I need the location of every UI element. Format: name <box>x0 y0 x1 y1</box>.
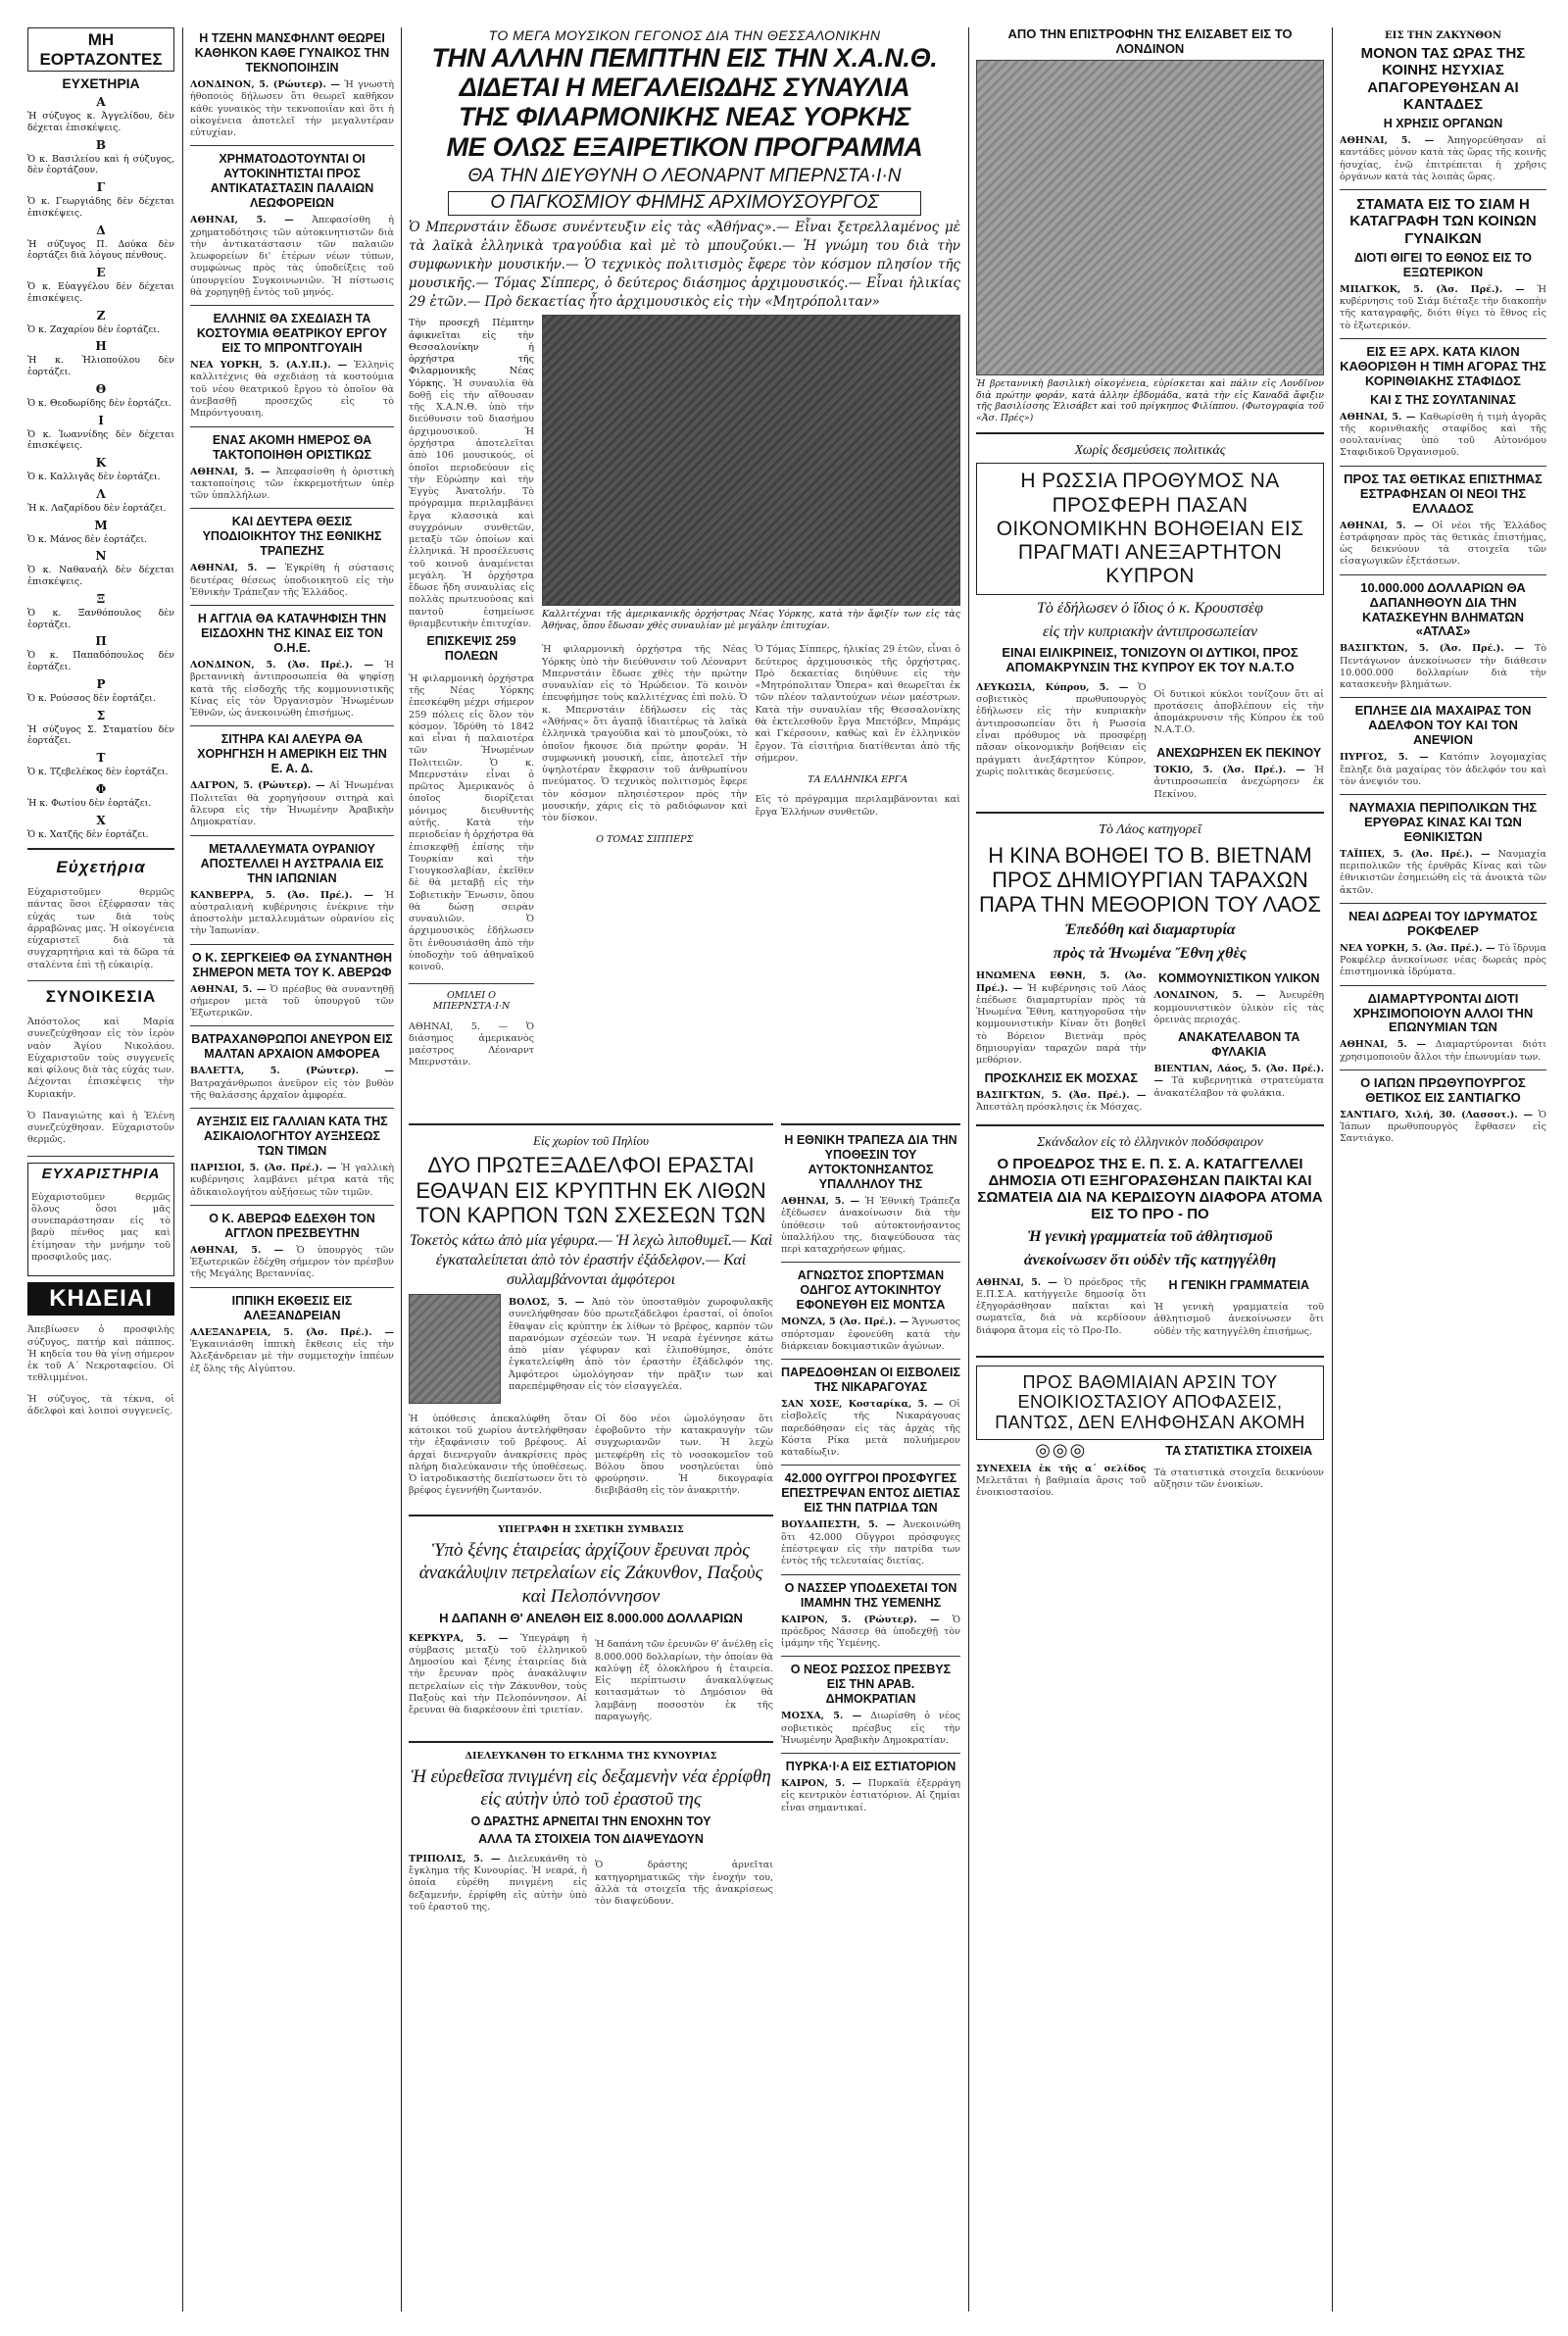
article-text: Ὁ πρέσβυς θὰ συναντηθῇ σήμερον μετὰ τοῦ ὑπουργοῦ τῶν Ἐξωτερικῶν. <box>190 983 394 1019</box>
dateline: ΚΑΝΒΕΡΡΑ, 5. (Ἀσ. Πρέ.). — <box>190 889 373 901</box>
dateline: ΒΑΣΙΓΚΤΩΝ, 5. (Ἀσ. Πρέ.). — <box>976 1089 1147 1101</box>
plion-photo <box>409 1294 501 1404</box>
greetings-letter: Τ <box>96 751 106 766</box>
article-text: Ἀπεστάλη πρόσκλησις ἐκ Μόσχας. <box>976 1101 1143 1113</box>
dateline: ΛΟΝΔΙΝΟΝ, 5. (Ρώυτερ). — <box>190 79 341 90</box>
dateline: ΒΑΣΙΓΚΤΩΝ, 5. (Ἀσ. Πρέ.). — <box>1340 643 1525 655</box>
dateline: ΑΘΗΝΑΙ, 5. — <box>190 215 294 226</box>
dateline: ΑΘΗΝΑΙ, 5. — <box>976 1276 1057 1288</box>
article-text: Διαμαρτύρονται διότι χρησιμοποιοῦν ἄλλοι τὴν ἐπωνυμίαν των. <box>1340 1039 1546 1063</box>
dateline: ΑΘΗΝΑΙ, 5. — <box>1340 135 1435 146</box>
brief-headline: ΣΙΤΗΡΑ ΚΑΙ ΑΛΕΥΡΑ ΘΑ ΧΟΡΗΓΗΣΗ Η ΑΜΕΡΙΚΗ ΕΙΣ ΤΗΝ Ε. Α. Δ. <box>197 732 387 776</box>
article-text: Ἡ γαλλικὴ κυβέρνησις λαμβάνει μέτρα κατὰ τῆς ἀδικαιολογήτου αὐξήσεως τῶν τιμῶν. <box>190 1163 394 1198</box>
article-text: Ἐγκρίθη ἡ σύστασις δευτέρας θέσεως ὑποδιοικητοῦ εἰς τὴν Ἐθνικὴν Τράπεζαν τῆς Ἑλλάδος. <box>190 563 394 598</box>
article-text: Ἀπὸ τὸν ὑποσταθμὸν χωροφυλακῆς συνελήφθησαν δύο πρωτεξάδελφοι ἐρασταί, οἱ ὁποῖοι ἔθαψαν εἰς κρύπτην ἐκ λίθων τὸ βρέφος, καρπὸν τῶν παρανόμων σχέσεών των. Ἡ νεαρὰ ἐγέννησε κάτω ἀπὸ μίαν γέφυραν καὶ ἐλιποθύμησε, ὁπότε ἐγκατελείφθη ἀπὸ τὸν ἐραστὴν ἐξάδελφόν της. Ἀμφότεροι ὡμολόγησαν τὴν πρᾶξιν των καὶ παρεπέμφθησαν εἰς τὸν εἰσαγγελέα. <box>509 1297 773 1392</box>
greetings-entry: Ὁ κ. Ρούσσος δὲν ἑορτάζει. <box>27 692 156 704</box>
greetings-letter: Β <box>95 137 107 152</box>
lead-headline-line: ΤΗΣ ΦΙΛΑΡΜΟΝΙΚΗΣ ΝΕΑΣ ΥΟΡΚΗΣ <box>458 102 911 132</box>
brief-headline: ΚΑΙ ΔΕΥΤΕΡΑ ΘΕΣΙΣ ΥΠΟΔΙΟΙΚΗΤΟΥ ΤΗΣ ΕΘΝΙΚΗΣ ΤΡΑΠΕΖΗΣ <box>202 515 382 559</box>
ad-text: Εὐχαριστοῦμεν θερμῶς πάντας ὅσοι ἐξέφρασαν τὰς εὐχάς των διὰ τοὺς ἀρραβῶνας μας. Ἡ οἰκογένεια εὐχαριστεῖ διὰ τὰ συγχαρητήρια καὶ τὰ δῶρα τὰ σταλέντα ἐπὶ τῇ εὐκαιρίᾳ. <box>27 887 174 970</box>
brief-subhead: ΔΙΟΤΙ ΘΙΓΕΙ ΤΟ ΕΘΝΟΣ ΕΙΣ ΤΟ ΕΞΩΤΕΡΙΚΟΝ <box>1353 250 1533 279</box>
greetings-entry: Ὁ κ. Ζαχαρίου δὲν ἑορτάζει. <box>27 323 160 335</box>
article-text: Ἡ φιλαρμονικὴ ὀρχήστρα τῆς Νέας Υόρκης ὑπὸ τὴν διεύθυνσιν τοῦ Λέοναρντ Μπερνστάιν ἔδωσε χθὲς τὴν πρώτην συναυλίαν εἰς τὸ Ἡρώδειον. Τὸ κοινὸν ἐπευφήμησε τοὺς καλλιτέχνας ἐπὶ πολύ. Ὁ κ. Μπερνστάιν ἐδήλωσεν εἰς τὰς «Ἀθήνας» ὅτι ἀγαπᾷ ἰδιαιτέρως τὰ λαϊκὰ ἑλληνικὰ τραγούδια καὶ τὸ μπουζούκι, τὸ ὁποῖον ἤκουσε διὰ πρώτην φοράν. Ἡ συμφωνικὴ μουσική, εἶπε, ἀποτελεῖ τὴν ὑψηλοτέραν ἔκφρασιν τοῦ ἀνθρωπίνου πνεύματος. Ὁ τεχνικὸς πολιτισμὸς ἔφερε τὸν κόσμον πλησιέστερον πρὸς τὴν μουσικήν, χάρις εἰς τὸ ραδιόφωνον καὶ τὸν δίσκον. <box>542 644 748 824</box>
article-text: Ἡ βρεταννικὴ ἀντιπροσωπεία θὰ ψηφίσῃ κατὰ τῆς εἰσδοχῆς τῆς κομμουνιστικῆς Κίνας εἰς τὸν Ὀργανισμὸν Ἡνωμένων Ἐθνῶν, ὡς ἀνεκοινώθη ἐπισήμως. <box>190 660 394 720</box>
greetings-entry: Ὁ κ. Παπαδόπουλος δὲν ἑορτάζει. <box>27 650 174 673</box>
greetings-title: ΜΗ ΕΟΡΤΑΖΟΝΤΕΣ <box>39 30 163 69</box>
article-text: Ὁ ὑπουργὸς τῶν Ἐξωτερικῶν ἐδέχθη σήμερον τὸν πρέσβυν τῆς Μεγάλης Βρεταννίας. <box>190 1244 394 1280</box>
dateline: ΚΕΡΚΥΡΑ, 5. — <box>409 1632 509 1644</box>
dateline: ΒΟΥΔΑΠΕΣΤΗ, 5. — <box>781 1519 896 1531</box>
brief-headline: ΕΙΣ ΕΞ ΑΡΧ. ΚΑΤΑ ΚΙΛΟΝ ΚΑΘΟΡΙΣΘΗ Η ΤΙΜΗ ΑΓΟΡΑΣ ΤΗΣ ΚΟΡΙΝΘΙΑΚΗΣ ΣΤΑΦΙΔΟΣ <box>1340 343 1546 388</box>
article-text: Ἀνευρέθη κομμουνιστικὸν ὑλικὸν εἰς τὰς ὀρεινὰς περιοχάς. <box>1153 990 1324 1025</box>
dateline: ΤΡΙΠΟΛΙΣ, 5. — <box>409 1853 501 1864</box>
royal-family-photo <box>976 60 1324 375</box>
dateline: ΑΘΗΝΑΙ, 5. — <box>190 983 267 995</box>
article-text: Τὸ ἵδρυμα Ροκφέλερ ἀνεκοίνωσε νέας δωρεὰς πρὸς ἐπιστημονικὰ ἱδρύματα. <box>1340 942 1546 978</box>
greetings-entry: Ὁ κ. Θεοδωρίδης δὲν ἑορτάζει. <box>27 397 172 409</box>
article-text: Ναυμαχία περιπολικῶν τῆς ἐρυθρᾶς Κίνας καὶ τῶν ἐθνικιστῶν ἐσημειώθη εἰς τὰ ἀνοικτὰ τῶν ἀκτῶν. <box>1340 848 1546 896</box>
laos-headline: Η ΚΙΝΑ ΒΟΗΘΕΙ ΤΟ Β. ΒΙΕΤΝΑΜ ΠΡΟΣ ΔΗΜΙΟΥΡΓΙΑΝ ΤΑΡΑΧΩΝ ΠΑΡΑ ΤΗΝ ΜΕΘΟΡΙΟΝ ΤΟΥ ΛΑΟΣ <box>978 842 1322 918</box>
greetings-entry: Ὁ κ. Ξανθόπουλος δὲν ἑορτάζει. <box>27 607 174 630</box>
dateline: ΚΑΙΡΟΝ, 5. (Ρώυτερ). — <box>781 1614 940 1625</box>
dateline: ΝΕΑ ΥΟΡΚΗ, 5. (Ἀσ. Πρέ.). — <box>1340 942 1495 954</box>
greetings-subtitle: ΕΥΧΕΤΗΡΙΑ <box>62 75 140 92</box>
dateline: ΠΑΡΙΣΙΟΙ, 5. (Ἀσ. Πρέ.). — <box>190 1163 337 1174</box>
article-text: Ἡ γνωστὴ ἠθοποιὸς δήλωσεν ὅτι θεωρεῖ καθῆκον κάθε γυναικὸς τὴν τεκνοποιΐαν καὶ ὅτι ἡ οἰκογένεια ἀποτελεῖ τὴν μεγαλυτέραν εὐτυχίαν. <box>190 79 394 139</box>
article-text: Ἡ δαπάνη τῶν ἐρευνῶν θ' ἀνέλθῃ εἰς 8.000.000 δολλαρίων, τὴν ὁποίαν θὰ καλύψῃ ἐξ ὁλοκλήρου ἡ ἑταιρεία. Εἰς περίπτωσιν ἀνακαλύψεως κοιτασμάτων τὸ Δημόσιον θὰ λαμβάνῃ ποσοστὸν ἐκ τῆς παραγωγῆς. <box>595 1639 773 1722</box>
brief-headline: ΝΑΥΜΑΧΙΑ ΠΕΡΙΠΟΛΙΚΩΝ ΤΗΣ ΕΡΥΘΡΑΣ ΚΙΝΑΣ ΚΑΙ ΤΩΝ ΕΘΝΙΚΙΣΤΩΝ <box>1348 800 1538 844</box>
greetings-entry: Ἡ κ. Φωτίου δὲν ἑορτάζει. <box>27 797 152 809</box>
article-text: Τὸ Πεντάγωνον ἀνεκοίνωσεν τὴν διάθεσιν 10.000.000 δολλαρίων διὰ τὴν κατασκευὴν βλημάτων. <box>1340 643 1546 691</box>
football-headline: Ο ΠΡΟΕΔΡΟΣ ΤΗΣ Ε. Π. Σ. Α. ΚΑΤΑΓΓΕΛΛΕΙ ΔΗΜΟΣΙΑ ΟΤΙ ΕΞΗΓΟΡΑΣΘΗΣΑΝ ΠΑΙΚΤΑΙ ΚΑΙ ΣΩΜΑΤΕΙΑ ΔΙΑ ΝΑ ΚΕΡΔΙΣΟΥΝ ΔΙΑΦΟΡΑ ΑΤΟΜΑ ΕΙΣ ΤΟ ΠΡΟ - ΠΟ <box>977 1155 1323 1223</box>
article-text: Βατραχάνθρωποι ἀνεῦρον εἰς τὸν βυθὸν τῆς θαλάσσης ἀρχαῖον ἀμφορέα. <box>190 1077 394 1101</box>
greetings-letter: Γ <box>96 180 106 195</box>
greetings-entry: Ὁ κ. Γεωργιάδης δὲν δέχεται ἐπισκέψεις. <box>27 196 174 219</box>
article-text: Ὑπεγράφη ἡ σύμβασις μεταξὺ τοῦ ἑλληνικοῦ Δημοσίου καὶ ξένης ἑταιρείας διὰ τὴν ἔρευναν πρὸς ἀνακάλυψιν πετρελαίων εἰς τὴν Ζάκυνθον, τοὺς Παξοὺς καὶ τὴν Πελοπόννησον. Αἱ ἔρευναι θὰ διαρκέσουν ἐπὶ τριετίαν. <box>409 1632 587 1716</box>
brief-headline: ΕΠΛΗΞΕ ΔΙΑ ΜΑΧΑΙΡΑΣ ΤΟΝ ΑΔΕΛΦΟΝ ΤΟΥ ΚΑΙ ΤΟΝ ΑΝΕΨΙΟΝ <box>1354 703 1532 748</box>
article-text: Ἡ κυβέρνησις τοῦ Σιάμ διέταξε τὴν διακοπὴν τῆς καταγραφῆς, διότι θίγει τὸ ἔθνος εἰς τὸ ἐξωτερικόν. <box>1340 283 1546 331</box>
dateline: ΜΟΝΖΑ, 5 (Ἀσ. Πρέ.). — <box>781 1317 909 1328</box>
brief-kicker: ΕΙΣ ΤΗΝ ΖΑΚΥΝΘΟΝ <box>1385 30 1501 41</box>
greetings-entry: Ἡ κ. Λαζαρίδου δὲν ἑορτάζει. <box>27 502 167 514</box>
dateline: ΑΘΗΝΑΙ, 5. — <box>1340 520 1424 531</box>
lead-section-head: ΕΠΙΣΚΕΨΙΣ 259 ΠΟΛΕΩΝ <box>426 634 516 664</box>
football-subhead: Ἡ γενικὴ γραμματεία τοῦ ἀθλητισμοῦ <box>1027 1227 1273 1245</box>
article-text: Ἡ Ἐθνικὴ Τράπεζα ἐξέδωσεν ἀνακοίνωσιν διὰ τὴν ὑπόθεσιν τοῦ αὐτοκτονήσαντος ὑπαλλήλου της, διαψεύδουσα τὰς περὶ καταχρήσεων φήμας. <box>781 1196 960 1256</box>
greetings-letter: Ν <box>95 549 107 564</box>
greetings-list <box>27 95 174 840</box>
cyprus-kicker: Χωρὶς δεσμεύσεις πολιτικάς <box>1074 442 1226 458</box>
article-text: Ἡ συναυλία θὰ δοθῇ εἰς τὴν αἴθουσαν τῆς Χ.Α.Ν.Θ. ὑπὸ τὴν διεύθυνσιν τοῦ διασήμου ἀρχιμουσικοῦ. Ἡ ὀρχήστρα ἀποτελεῖται ἀπὸ 106 μουσικούς, οἱ ὁποῖοι περιοδεύουν εἰς τὴν Εὐρώπην καὶ τὴν Ἐγγὺς Ἀνατολήν. Τὸ πρόγραμμα περιλαμβάνει ἔργα κλασσικὰ καὶ συγχρόνων συνθετῶν, μεταξὺ τῶν ὁποίων καὶ ἑλληνικά. Ἡ προσέλευσις τοῦ κοινοῦ ἀναμένεται μεγάλη. Ἡ ὀρχήστρα ἔδωσε ἤδη συναυλίας εἰς πολλὰς πρωτευούσας καὶ παντοῦ ἐσημείωσε θριαμβευτικὴν ἐπιτυχίαν. <box>409 377 534 629</box>
continuation-label: ΣΥΝΕΧΕΙΑ ἐκ τῆς α΄ σελίδος <box>976 1463 1147 1474</box>
article-text: Διωρίσθη ὁ νέος σοβιετικὸς πρέσβυς εἰς τὴν Ἡνωμένην Ἀραβικὴν Δημοκρατίαν. <box>781 1711 960 1746</box>
brief-subhead: Η ΧΡΗΣΙΣ ΟΡΓΑΝΩΝ <box>1383 117 1503 130</box>
brief-headline: Η ΤΖΕΗΝ ΜΑΝΣΦΗΛΝΤ ΘΕΩΡΕΙ ΚΑΘΗΚΟΝ ΚΑΘΕ ΓΥΝΑΙΚΟΣ ΤΗΝ ΤΕΚΝΟΠΟΙΗΣΙΝ <box>194 31 390 75</box>
ad-euchetiria: Εὐχετήρια <box>56 858 146 877</box>
dateline: ΑΘΗΝΑΙ, 5. — <box>190 563 276 574</box>
lead-caption-label: ΟΜΙΛΕΙ Ο ΜΠΕΡΝΣΤΑ·Ι·Ν <box>432 990 511 1013</box>
article-text: Ὁ πρόεδρος Νάσσερ θὰ ὑποδεχθῇ τὸν ἰμάμην τῆς Ὑεμένης. <box>781 1614 960 1650</box>
brief-headline: ΑΓΝΩΣΤΟΣ ΣΠΟΡΤΣΜΑΝ ΟΔΗΓΟΣ ΑΥΤΟΚΙΝΗΤΟΥ ΕΦΟΝΕΥΘΗ ΕΙΣ ΜΟΝΤΣΑ <box>796 1268 946 1313</box>
lead-caption-label: Ο ΤΟΜΑΣ ΣΙΠΠΕΡΣ <box>596 833 694 845</box>
greetings-letter: Ξ <box>96 591 106 606</box>
brief-headline: ΙΠΠΙΚΗ ΕΚΘΕΣΙΣ ΕΙΣ ΑΛΕΞΑΝΔΡΕΙΑΝ <box>231 1293 353 1322</box>
article-text: Μελετᾶται ἡ βαθμιαία ἄρσις τοῦ ἐνοικιοστασίου. <box>976 1474 1147 1499</box>
greetings-entry: Ὁ κ. Μάνος δὲν ἑορτάζει. <box>27 533 148 545</box>
brief-headline: 10.000.000 ΔΟΛΛΑΡΙΩΝ ΘΑ ΔΑΠΑΝΗΘΟΥΝ ΔΙΑ ΤΗΝ ΚΑΤΑΣΚΕΥΗΝ ΒΛΗΜΑΤΩΝ «ΑΤΛΑΣ» <box>1360 579 1526 639</box>
brief-headline: Ο ΝΑΣΣΕΡ ΥΠΟΔΕΧΕΤΑΙ ΤΟΝ ΙΜΑΜΗΝ ΤΗΣ ΥΕΜΕΝΗΣ <box>784 1580 957 1610</box>
article-text: Ἀπεφασίσθη ἡ χρηματοδότησις τῶν αὐτοκινητιστῶν διὰ τὴν ἀντικατάστασιν τῶν παλαιῶν λεωφορείων δι' ἑτέρων νέων τύπων, συμφώνως πρὸς τὰς ὑποδείξεις τοῦ ὑπουργείου Συγκοινωνιῶν. Ἡ πίστωσις θὰ χορηγηθῇ ἐντὸς τοῦ μηνός. <box>190 215 394 298</box>
dateline: ΛΟΝΔΙΝΟΝ, 5. (Ἀσ. Πρέ.). — <box>190 660 374 671</box>
greetings-header <box>27 27 174 72</box>
kynouria-subhead: Ο ΔΡΑΣΤΗΣ ΑΡΝΕΙΤΑΙ ΤΗΝ ΕΝΟΧΗΝ ΤΟΥ <box>470 1814 711 1829</box>
ad-text: Ὁ Παναγιώτης καὶ ἡ Ἑλένη συνεζεύχθησαν. Εὐχαριστοῦν θερμῶς. <box>27 1110 174 1146</box>
lead-subhead-boxed: Ο ΠΑΓΚΟΣΜΙΟΥ ΦΗΜΗΣ ΑΡΧΙΜΟΥΣΟΥΡΓΟΣ <box>490 191 879 213</box>
lower-center-stories <box>409 1123 773 2311</box>
cyprus-headline: Η ΡΩΣΣΙΑ ΠΡΟΘΥΜΟΣ ΝΑ ΠΡΟΣΦΕΡΗ ΠΑΣΑΝ ΟΙΚΟΝΟΜΙΚΗΝ ΒΟΗΘΕΙΑΝ ΕΙΣ ΠΡΑΓΜΑΤΙ ΑΝΕΞΑΡΤΗΤΟΝ ΚΥΠΡΟΝ <box>996 470 1304 587</box>
football-subhead: ἀνεκοίνωσεν ὅτι οὐδὲν τῆς κατηγγέλθη <box>1023 1251 1277 1268</box>
greetings-letter: Ε <box>96 266 106 280</box>
column-right-briefs <box>1340 27 1546 2311</box>
dateline: ΑΛΕΞΑΝΔΡΕΙΑ, 5. (Ἀσ. Πρέ.). — <box>190 1326 394 1338</box>
greetings-letter: Φ <box>95 781 107 796</box>
greetings-entry: Ἡ σύζυγος κ. Ἀγγελίδου, δὲν δέχεται ἐπισκέψεις. <box>27 111 174 133</box>
football-kicker: Σκάνδαλον εἰς τὸ ἑλληνικὸν ποδόσφαιρον <box>1037 1135 1263 1151</box>
brief-headline: ΠΡΟΣ ΤΑΣ ΘΕΤΙΚΑΣ ΕΠΙΣΤΗΜΑΣ ΕΣΤΡΑΦΗΣΑΝ ΟΙ ΝΕΟΙ ΤΗΣ ΕΛΛΑΔΟΣ <box>1344 471 1543 516</box>
laos-kicker: Τὸ Λάος κατηγορεῖ <box>1099 822 1201 837</box>
section-head: ΚΟΜΜΟΥΝΙΣΤΙΚΟΝ ΥΛΙΚΟΝ <box>1158 971 1320 986</box>
ad-text: Ἀπόστολος καὶ Μαρία συνεζεύχθησαν εἰς τὸν ἱερὸν ναὸν Ἁγίου Νικολάου. Εὐχαριστοῦν τοὺς συγγενεῖς καὶ φίλους διὰ τὰς εὐχάς των. Δέχονται ἐπισκέψεις τὴν Κυριακήν. <box>27 1017 174 1100</box>
greetings-entry: Ἡ σύζυγος Σ. Σταματίου δὲν ἑορτάζει. <box>27 723 174 747</box>
dateline: ΝΕΑ ΥΟΡΚΗ, 5. (Α.Υ.Π.). — <box>190 360 348 372</box>
greetings-letter: Α <box>96 95 106 110</box>
brief-headline: ΑΥΞΗΣΙΣ ΕΙΣ ΓΑΛΛΙΑΝ ΚΑΤΑ ΤΗΣ ΑΣΙΚΑΙΟΛΟΓΗΤΟΥ ΑΥΞΗΣΕΩΣ ΤΩΝ ΤΙΜΩΝ <box>196 1115 388 1159</box>
brief-headline: Ο ΝΕΟΣ ΡΩΣΣΟΣ ΠΡΕΣΒΥΣ ΕΙΣ ΤΗΝ ΑΡΑΒ. ΔΗΜΟΚΡΑΤΙΑΝ <box>790 1663 952 1707</box>
greetings-entry: Ἡ κ. Ἠλιοπούλου δὲν ἑορτάζει. <box>27 355 174 378</box>
dateline: ΑΘΗΝΑΙ, 5. — <box>781 1196 860 1207</box>
brief-headline: ΠΑΡΕΔΟΘΗΣΑΝ ΟΙ ΕΙΣΒΟΛΕΙΣ ΤΗΣ ΝΙΚΑΡΑΓΟΥΑΣ <box>781 1366 960 1395</box>
brief-headline: Η ΕΘΝΙΚΗ ΤΡΑΠΕΖΑ ΔΙΑ ΤΗΝ ΥΠΟΘΕΣΙΝ ΤΟΥ ΑΥΤΟΚΤΟΝΗΣΑΝΤΟΣ ΥΠΑΛΛΗΛΟΥ ΤΗΣ <box>784 1133 957 1191</box>
ornament: ◎◎◎ <box>1035 1439 1088 1461</box>
brief-headline: ΔΙΑΜΑΡΤΥΡΟΝΤΑΙ ΔΙΟΤΙ ΧΡΗΣΙΜΟΠΟΙΟΥΝ ΑΛΛΟΙ ΤΗΝ ΕΠΩΝΥΜΙΑΝ ΤΩΝ <box>1352 990 1534 1035</box>
photo-caption: Καλλιτέχναι τῆς ἀμερικανικῆς ὀρχήστρας Νέας Υόρκης, κατὰ τὴν ἄφιξίν των εἰς τὰς Ἀθήνας, ὅπου ἔδωσαν χθὲς συναυλίαν μὲ μεγάλην ἐπιτυχίαν. <box>542 609 960 632</box>
cyprus-subhead-caps: ΕΙΝΑΙ ΕΙΛΙΚΡΙΝΕΙΣ, ΤΟΝΙΖΟΥΝ ΟΙ ΔΥΤΙΚΟΙ, ΠΡΟΣ ΑΠΟΜΑΚΡΥΝΣΙΝ ΤΗΣ ΚΥΠΡΟΥ ΕΚ ΤΟΥ Ν.Α.Τ.Ο <box>1002 645 1298 675</box>
section-head: ΑΝΑΚΑΤΕΛΑΒΟΝ ΤΑ ΦΥΛΑΚΙΑ <box>1178 1030 1300 1060</box>
lead-kicker: ΤΟ ΜΕΓΑ ΜΟΥΣΙΚΟΝ ΓΕΓΟΝΟΣ ΔΙΑ ΤΗΝ ΘΕΣΣΑΛΟΝΙΚΗΝ <box>488 27 881 43</box>
article-text: Ὁ σοβιετικὸς πρωθυπουργὸς ἐδήλωσεν εἰς τὴν κυπριακὴν ἀντιπροσωπείαν ὅτι ἡ Ρωσσία εἶναι πρόθυμος νὰ προσφέρῃ πᾶσαν οἰκονομικὴν βοήθειαν εἰς πράγματι ἀνεξάρτητον Κύπρον, χωρὶς πολιτικὰς δεσμεύσεις. <box>976 681 1147 777</box>
article-text: Ἡ γενικὴ γραμματεία τοῦ ἀθλητισμοῦ ἀνεκοίνωσεν ὅτι οὐδὲν τῆς κατηγγέλθη ἐπισήμως. <box>1153 1302 1324 1337</box>
lead-caption-label: ΤΑ ΕΛΛΗΝΙΚΑ ΕΡΓΑ <box>808 773 908 785</box>
brief-headline: Ο Κ. ΑΒΕΡΩΦ ΕΔΕΧΘΗ ΤΟΝ ΑΓΓΛΟΝ ΠΡΕΣΒΕΥΤΗΝ <box>209 1211 375 1240</box>
section-head: Η ΓΕΝΙΚΗ ΓΡΑΜΜΑΤΕΙΑ <box>1168 1277 1310 1292</box>
column-rule <box>182 27 183 2311</box>
greetings-entry: Ὁ κ. Ναθαναήλ δὲν δέχεται ἐπισκέψεις. <box>27 565 174 588</box>
ad-synoikesia: ΣΥΝΟΙΚΕΣΙΑ <box>45 987 157 1007</box>
dateline: ΒΟΛΟΣ, 5. — <box>509 1297 585 1309</box>
dateline: ΛΕΥΚΩΣΙΑ, Κύπρου, 5. — <box>976 681 1129 693</box>
brief-headline: Ο Κ. ΣΕΡΓΚΕΙΕΦ ΘΑ ΣΥΝΑΝΤΗΘΗ ΣΗΜΕΡΟΝ ΜΕΤΑ ΤΟΥ Κ. ΑΒΕΡΩΦ <box>192 950 392 979</box>
section-head: ΠΡΟΣΚΛΗΣΙΣ ΕΚ ΜΟΣΧΑΣ <box>984 1070 1138 1085</box>
kynouria-subhead: ΑΛΛΑ ΤΑ ΣΤΟΙΧΕΙΑ ΤΟΝ ΔΙΑΨΕΥΔΟΥΝ <box>478 1832 704 1847</box>
greetings-entry: Ὁ κ. Εὐαγγέλου δὲν δέχεται ἐπισκέψεις. <box>27 281 174 304</box>
dateline: ΠΥΡΓΟΣ, 5. — <box>1340 752 1429 764</box>
article-text: Ὁ πρόεδρος τῆς Ε.Π.Σ.Α. κατήγγειλε δημοσίᾳ ὅτι ἐξηγοράσθησαν παῖκται καὶ σωματεῖα, διὰ νὰ κερδίσουν διάφορα ἄτομα εἰς τὸ Προ-Πο. <box>976 1276 1147 1336</box>
article-text: Ἡ ἀντιπροσωπεία ἀνεχώρησεν ἐκ Πεκίνου. <box>1153 765 1324 800</box>
kynouria-headline: Ἡ εὑρεθεῖσα πνιγμένη εἰς δεξαμενὴν νέα ἐρρίφθη εἰς αὐτὴν ὑπὸ τοῦ ἐραστοῦ της <box>411 1765 771 1810</box>
dateline: ΣΑΝΤΙΑΓΟ, Χιλή, 30. (Λασσοτ.). — <box>1340 1109 1534 1120</box>
article-text: Ἡ αὐστραλιανὴ κυβέρνησις ἐνέκρινε τὴν ἀποστολὴν μεταλλευμάτων οὐρανίου εἰς τὴν Ἰαπωνίαν. <box>190 889 394 937</box>
brief-headline: ΠΥΡΚΑ·Ι·Α ΕΙΣ ΕΣΤΙΑΤΟΡΙΟΝ <box>785 1760 956 1774</box>
lead-story <box>409 27 960 1116</box>
brief-headline: ΜΟΝΟΝ ΤΑΣ ΩΡΑΣ ΤΗΣ ΚΟΙΝΗΣ ΗΣΥΧΙΑΣ ΑΠΑΓΟΡΕΥΘΗΣΑΝ ΑΙ ΚΑΝΤΑΔΕΣ <box>1360 45 1526 113</box>
article-text: Ἡ ὑπόθεσις ἀπεκαλύφθη ὅταν κάτοικοι τοῦ χωρίου ἀντελήφθησαν τὴν ἐξαφάνισιν τοῦ βρέφους. Αἱ ἀρχαὶ διενεργοῦν ἀνακρίσεις πρὸς πλήρη διαλεύκανσιν τῆς ὑποθέσεως. Ὁ ἰατροδικαστὴς διεπίστωσεν ὅτι τὸ βρέφος ἐγεννήθη ζωντανόν. <box>409 1413 587 1497</box>
article-text: Πυρκαϊὰ ἐξερράγη εἰς κεντρικὸν ἑστιατόριον. Αἱ ζημίαι εἶναι σημαντικαί. <box>781 1778 960 1814</box>
laos-subhead: πρὸς τὰ Ἡνωμένα Ἔθνη χθὲς <box>1053 945 1248 963</box>
greetings-entry: Ἡ σύζυγος Π. Δούκα δὲν ἑορτάζει διὰ λόγους πένθους. <box>27 238 174 262</box>
greetings-letter: Θ <box>95 381 107 396</box>
dateline: ΗΝΩΜΕΝΑ ΕΘΝΗ, 5. (Ἀσ. Πρέ.). — <box>976 970 1147 994</box>
greetings-letter: Σ <box>96 708 106 722</box>
lead-subhead: ΘΑ ΤΗΝ ΔΙΕΥΘΥΝΗ Ο ΛΕΟΝΑΡΝΤ ΜΠΕΡΝΣΤΑ·Ι·Ν <box>467 165 902 186</box>
dateline: ΑΘΗΝΑΙ, 5. — <box>1340 411 1416 422</box>
dateline: ΑΘΗΝΑΙ, 5. — <box>1340 1039 1427 1051</box>
brief-headline: ΣΤΑΜΑΤΑ ΕΙΣ ΤΟ ΣΙΑΜ Η ΚΑΤΑΓΡΑΦΗ ΤΩΝ ΚΟΙΝΩΝ ΓΥΝΑΙΚΩΝ <box>1349 196 1537 247</box>
ad-text: Ἡ σύζυγος, τὰ τέκνα, οἱ ἀδελφοὶ καὶ λοιποὶ συγγενεῖς. <box>27 1394 174 1417</box>
oil-headline: Ὑπὸ ξένης ἑταιρείας ἀρχίζουν ἔρευναι πρὸς ἀνακάλυψιν πετρελαίων εἰς Ζάκυνθον, Παξοὺς καὶ Πελοπόννησον <box>418 1540 763 1607</box>
dateline: ΣΑΝ ΧΟΣΕ, Κοσταρίκα, 5. — <box>781 1399 944 1411</box>
photo-caption: Ἡ βρεταννικὴ βασιλικὴ οἰκογένεια, εὑρίσκεται καὶ πάλιν εἰς Λονδῖνον διὰ πρώτην φοράν, κατὰ ἀλλην ἑβδομάδα, κατὰ τὴν εἰς Καναδᾶ ἄφιξιν τῆς βασιλίσσης Ἐλισάβετ καὶ τοῦ πρίγκηπος Φιλίππου. (Φωτογραφία τοῦ «Ἀσ. Πρές») <box>976 377 1324 424</box>
greetings-letter: Ρ <box>96 676 106 691</box>
brief-subhead: ΚΑΙ Σ ΤΗΣ ΣΟΥΛΤΑΝΙΝΑΣ <box>1370 392 1516 407</box>
article-text: Ἡ κυβέρνησις τοῦ Λάος ἐπέδωσε διαμαρτυρίαν πρὸς τὰ Ἡνωμένα Ἔθνη, κατηγοροῦσα τὴν κομμουνιστικὴν Κίναν ὅτι βοηθεῖ τὸ Βόρειον Βιετνὰμ πρὸς δημιουργίαν ταραχῶν παρὰ τὴν μεθόριον. <box>976 982 1147 1067</box>
lead-headline-line: ΔΙΔΕΤΑΙ Η ΜΕΓΑΛΕΙΩΔΗΣ ΣΥΝΑΥΛΙΑ <box>459 73 910 103</box>
laos-subhead: Ἐπεδόθη καὶ διαμαρτυρία <box>1064 921 1236 939</box>
brief-headline: Η ΑΓΓΛΙΑ ΘΑ ΚΑΤΑΨΗΦΙΣΗ ΤΗΝ ΕΙΣΔΟΧΗΝ ΤΗΣ ΚΙΝΑΣ ΕΙΣ ΤΟΝ Ο.Η.Ε. <box>197 612 387 656</box>
article-text: Ἀνεκοινώθη ὅτι 42.000 Οὔγγροι πρόσφυγες ἐπέστρεψαν εἰς τὴν πατρίδα των ἐντὸς τῆς τελευταίας διετίας. <box>781 1519 960 1567</box>
article-text: Κατόπιν λογομαχίας ἔπληξε διὰ μαχαίρας τὸν ἀδελφόν του καὶ τὸν ἀνεψιόν του. <box>1340 752 1546 787</box>
article-text: Ἀπεφασίσθη ἡ ὁριστικὴ τακτοποίησις τῶν ἐκκρεμοτήτων ὑπὲρ τῶν ὑπαλλήλων. <box>190 466 394 502</box>
brief-headline: ΕΝΑΣ ΑΚΟΜΗ ΗΜΕΡΟΣ ΘΑ ΤΑΚΤΟΠΟΙΗΘΗ ΟΡΙΣΤΙΚΩΣ <box>212 432 372 462</box>
greetings-entry: Ὁ κ. Τζεβελέκος δὲν ἑορτάζει. <box>27 767 169 778</box>
brief-headline: ΧΡΗΜΑΤΟΔΟΤΟΥΝΤΑΙ ΟΙ ΑΥΤΟΚΙΝΗΤΙΣΤΑΙ ΠΡΟΣ ΑΝΤΙΚΑΤΑΣΤΑΣΙΝ ΠΑΛΑΙΩΝ ΛΕΩΦΟΡΕΙΩΝ <box>210 152 374 211</box>
newspaper-page <box>27 27 1546 2311</box>
plion-subhead: Τοκετὸς κάτω ἀπὸ μία γέφυρα.— Ἡ λεχὼ λιποθυμεῖ.— Καὶ ἐγκαταλείπεται ἀπὸ τὸν ἐραστήν ἐξάδελφον.— Καὶ συλλαμβάνονται ἀμφότεροι <box>409 1232 773 1289</box>
ad-kideiai: ΚΗΔΕΙΑΙ <box>27 1282 174 1316</box>
brief-headline: ΝΕΑΙ ΔΩΡΕΑΙ ΤΟΥ ΙΔΡΥΜΑΤΟΣ ΡΟΚΦΕΛΕΡ <box>1348 908 1538 938</box>
greetings-letter: Π <box>95 634 107 649</box>
oil-kicker: ΥΠΕΓΡΑΦΗ Η ΣΧΕΤΙΚΗ ΣΥΜΒΑΣΙΣ <box>498 1524 684 1536</box>
article-text: Εἰς τὸ πρόγραμμα περιλαμβάνονται καὶ ἔργα Ἑλλήνων συνθετῶν. <box>755 794 960 818</box>
column-greetings <box>27 27 174 2311</box>
article-text: Αἱ Ἡνωμέναι Πολιτεῖαι θὰ χορηγήσουν σιτηρὰ καὶ ἄλευρα εἰς τὴν Ἡνωμένην Ἀραβικὴν Δημοκρατίαν. <box>190 780 394 828</box>
column-rule <box>968 27 969 2311</box>
article-text: Ὁ Ἰάπων πρωθυπουργὸς ἔφθασεν εἰς Σαντιάγκο. <box>1340 1109 1546 1145</box>
dateline: ΤΟΚΙΟ, 5. (Ἀσ. Πρέ.). — <box>1153 765 1305 776</box>
lead-headline-line: ΜΕ ΟΛΩΣ ΕΞΑΙΡΕΤΙΚΟΝ ΠΡΟΓΡΑΜΜΑ <box>446 131 923 162</box>
column-rule <box>1332 27 1333 2311</box>
dateline: ΒΙΕΝΤΙΑΝ, Λάος, 5. (Ἀσ. Πρέ.). — <box>1153 1064 1324 1087</box>
article-text: Ὁ Τόμας Σίππερς, ἡλικίας 29 ἐτῶν, εἶναι ὁ δεύτερος ἀρχιμουσικὸς τῆς ὀρχήστρας. Πρὸ δεκαετίας διηύθυνε εἰς τὴν «Μητρόπολιταν Ὄπερα» καὶ θεωρεῖται ἐκ τῶν πλέον ταλαντούχων νέων μαέστρων. Κατὰ τὴν συναυλίαν τῆς Θεσσαλονίκης θὰ ἐκτελεσθοῦν ἔργα Μπετόβεν, Μπράμς καὶ Γκέρσουιν, καθὼς καὶ ἕν ἑλληνικὸν ἔργον. Τὰ εἰσιτήρια διατίθενται ἀπὸ τῆς σήμερον. <box>755 644 960 764</box>
article-text: Ὁ δράστης ἀρνεῖται κατηγορηματικῶς τὴν ἐνοχήν του, ἀλλὰ τὰ στοιχεῖα τῆς ἀνακρίσεως τὸν διαψεύδουν. <box>595 1860 773 1908</box>
dateline: ΔΑΓΡΟΝ, 5. (Ρώυτερ). — <box>190 780 325 792</box>
article-text: Τὰ στατιστικὰ στοιχεῖα δεικνύουν αὔξησιν τῶν ἐνοικίων. <box>1153 1467 1324 1491</box>
cyprus-subhead: εἰς τὴν κυπριακὴν ἀντιπροσωπείαν <box>1042 623 1258 641</box>
greetings-letter: Ζ <box>96 308 106 323</box>
plion-kicker: Εἰς χωρίον τοῦ Πηλίου <box>533 1133 649 1148</box>
article-text: Διελευκάνθη τὸ ἔγκλημα τῆς Κυνουρίας. Ἡ νεαρά, ἡ ὁποία εὑρέθη πνιγμένη εἰς δεξαμενήν, ἐρρίφθη εἰς αὐτὴν ὑπὸ τοῦ ἐραστοῦ της. <box>409 1853 587 1913</box>
lead-headline-line: ΤΗΝ ΑΛΛΗΝ ΠΕΜΠΤΗΝ ΕΙΣ ΤΗΝ Χ.Α.Ν.Θ. <box>431 43 938 73</box>
article-text: Ἀπηγορεύθησαν αἱ καντάδες μόνον κατὰ τὰς ὥρας τῆς κοινῆς ἡσυχίας, ἐνῷ ἐπιτρέπεται ἡ χρῆσις ὀργάνων κατὰ τὰς λοιπὰς ὥρας. <box>1340 135 1546 182</box>
article-text: Οἱ νέοι τῆς Ἑλλάδος ἐστράφησαν πρὸς τὰς θετικὰς ἐπιστήμας, ὡς δεικνύουν τὰ στοιχεῖα τῶν εἰσαγωγικῶν ἐξετάσεων. <box>1340 520 1546 568</box>
greetings-letter: Ι <box>98 413 104 427</box>
article-text: Ἑλληνὶς καλλιτέχνις θὰ σχεδιάσῃ τὰ κοστούμια τοῦ νέου θεατρικοῦ ἔργου τὸ ὁποῖον θὰ ἀνεβασθῇ προσεχῶς εἰς τὸ Μπρόντγουαιη. <box>190 360 394 420</box>
dateline: ΒΑΛΕΤΤΑ, 5. (Ρώυτερ). — <box>190 1066 394 1077</box>
dateline: ΜΠΑΓΚΟΚ, 5. (Ἀσ. Πρέ.). — <box>1340 283 1525 295</box>
ad-text: Εὐχαριστοῦμεν θερμῶς ὅλους ὅσοι μᾶς συνεπαράστησαν εἰς τὸ βαρὺ πένθος μας καὶ ἐτίμησαν τὴν μνήμην τοῦ προσφιλοῦς μας. <box>31 1191 171 1263</box>
brief-headline: 42.000 ΟΥΓΓΡΟΙ ΠΡΟΣΦΥΓΕΣ ΕΠΕΣΤΡΕΨΑΝ ΕΝΤΟΣ ΔΙΕΤΙΑΣ ΕΙΣ ΤΗΝ ΠΑΤΡΙΔΑ ΤΩΝ <box>781 1471 960 1516</box>
article-text: Ἐγκαινιάσθη ἱππικὴ ἔκθεσις εἰς τὴν Ἀλεξάνδρειαν μὲ τὴν συμμετοχὴν ἱππέων ἐξ ὅλης τῆς Αἰγύπτου. <box>190 1339 394 1374</box>
greetings-entry: Ὁ κ. Βασιλείου καὶ ἡ σύζυγος, δὲν ἑορτάζουν. <box>27 153 174 176</box>
dateline: ΤΑΪΠΕΧ, 5. (Ἀσ. Πρέ.). — <box>1340 848 1491 860</box>
dateline: ΜΟΣΧΑ, 5. — <box>781 1711 862 1722</box>
greetings-entry: Ὁ κ. Χατζῆς δὲν ἑορτάζει. <box>27 828 149 840</box>
brief-headline: ΜΕΤΑΛΛΕΥΜΑΤΑ ΟΥΡΑΝΙΟΥ ΑΠΟΣΤΕΛΛΕΙ Η ΑΥΣΤΡΑΛΙΑ ΕΙΣ ΤΗΝ ΙΑΠΩΝΙΑΝ <box>200 841 384 885</box>
oil-subhead: Η ΔΑΠΑΝΗ Θ' ΑΝΕΛΘΗ ΕΙΣ 8.000.000 ΔΟΛΛΑΡΙΩΝ <box>439 1610 743 1625</box>
article-text: Τὰ κυβερνητικὰ στρατεύματα ἀνακατέλαβον τὰ φυλάκια. <box>1153 1075 1324 1099</box>
article-text: Ἄγνωστος σπόρτσμαν ἐφονεύθη κατὰ τὴν διάρκειαν δοκιμαστικῶν ἀγώνων. <box>781 1317 960 1352</box>
greetings-letter: Δ <box>96 223 106 237</box>
column-briefs <box>190 27 394 2311</box>
brief-headline: ΒΑΤΡΑΧΑΝΘΡΩΠΟΙ ΑΝΕΥΡΟΝ ΕΙΣ ΜΑΛΤΑΝ ΑΡΧΑΙΟΝ ΑΜΦΟΡΕΑ <box>191 1032 393 1062</box>
column-center-briefs <box>781 1123 960 2311</box>
greetings-entry: Ὁ κ. Καλλιγᾶς δὲν ἑορτάζει. <box>27 472 161 483</box>
rent-headline: ΠΡΟΣ ΒΑΘΜΙΑΙΑΝ ΑΡΣΙΝ ΤΟΥ ΕΝΟΙΚΙΟΣΤΑΣΙΟΥ ΑΠΟΦΑΣΕΙΣ, ΠΑΝΤΩΣ, ΔΕΝ ΕΛΗΦΘΗΣΑΝ ΑΚΟΜΗ <box>995 1371 1305 1432</box>
dateline: ΑΘΗΝΑΙ, 5. — <box>190 466 270 477</box>
article-text: Καθωρίσθη ἡ τιμὴ ἀγορᾶς τῆς κορινθιακῆς σταφίδος καὶ τῆς σουλτανίνας ὑπὸ τοῦ Αὐτονόμου Σταφιδικοῦ Ὀργανισμοῦ. <box>1340 411 1546 459</box>
section-head: ΤΑ ΣΤΑΤΙΣΤΙΚΑ ΣΤΟΙΧΕΙΑ <box>1165 1443 1313 1458</box>
kynouria-kicker: ΔΙΕΛΕΥΚΑΝΘΗ ΤΟ ΕΓΚΛΗΜΑ ΤΗΣ ΚΥΝΟΥΡΙΑΣ <box>465 1750 717 1762</box>
article-text: Οἱ δυτικοὶ κύκλοι τονίζουν ὅτι αἱ προτάσεις ἀποβλέπουν εἰς τὴν ἀπομάκρυνσιν τῆς Κύπρου ἐκ τοῦ Ν.Α.Τ.Ο. <box>1153 688 1324 736</box>
article-text: Τὴν προσεχῆ Πέμπτην ἀφικνεῖται εἰς τὴν Θεσσαλονίκην ἡ ὀρχήστρα τῆς Φιλαρμονικῆς Νέας Υόρκης. <box>409 318 534 389</box>
greetings-letter: Λ <box>96 486 106 501</box>
greetings-letter: Κ <box>95 456 107 471</box>
section-head: ΑΝΕΧΩΡΗΣΕΝ ΕΚ ΠΕΚΙΝΟΥ <box>1156 746 1322 761</box>
photo-kicker: ΑΠΟ ΤΗΝ ΕΠΙΣΤΡΟΦΗΝ ΤΗΣ ΕΛΙΣΑΒΕΤ ΕΙΣ ΤΟ ΛΟΝΔΙΝΟΝ <box>1007 27 1293 56</box>
ad-box <box>27 1163 174 1276</box>
greetings-letter: Η <box>95 339 107 354</box>
dateline: ΑΘΗΝΑΙ, 5. — <box>190 1244 284 1256</box>
brief-headline: Ο ΙΑΠΩΝ ΠΡΩΘΥΠΟΥΡΓΟΣ ΘΕΤΙΚΟΣ ΕΙΣ ΣΑΝΤΙΑΓΚΟ <box>1360 1074 1526 1105</box>
cyprus-subhead: Τὸ ἐδήλωσεν ὁ ἴδιος ὁ κ. Κρουστσὲφ <box>1037 600 1263 618</box>
dateline: ΚΑΙΡΟΝ, 5. — <box>781 1778 861 1790</box>
ad-text: Ἀπεβίωσεν ὁ προσφιλὴς σύζυγος, πατήρ καὶ πάππος. Ἡ κηδεία του θὰ γίνῃ σήμερον ἐκ τοῦ Α΄ Νεκροταφείου. Οἱ τεθλιμμένοι. <box>27 1324 174 1384</box>
ad-eucharistiria: ΕΥΧΑΡΙΣΤΗΡΙΑ <box>41 1165 161 1182</box>
dateline: ΛΟΝΔΙΝΟΝ, 5. — <box>1153 990 1266 1002</box>
article-text: Οἱ εἰσβολεῖς τῆς Νικαράγουας παρεδόθησαν εἰς τὰς ἀρχὰς τῆς Κόστα Ρίκα μετὰ πολυήμερον καταδίωξιν. <box>781 1399 960 1459</box>
article-text: ΑΘΗΝΑΙ, 5. — Ὁ διάσημος ἀμερικανὸς μαέστρος Λέοναρντ Μπερνστάιν. <box>409 1020 534 1069</box>
column-world-news <box>976 27 1324 2311</box>
greetings-entry: Ὁ κ. Ἰωαννίδης δὲν δέχεται ἐπισκέψεις. <box>27 428 174 452</box>
article-text: Ἡ φιλαρμονικὴ ὀρχήστρα τῆς Νέας Υόρκης ἐπεσκέφθη μέχρι σήμερον 259 πόλεις εἰς ὅλον τὸν κόσμον. Ἰδρύθη τὸ 1842 καὶ εἶναι ἡ παλαιοτέρα τῶν Ἡνωμένων Πολιτειῶν. Ὁ κ. Μπερνστάιν εἶναι ὁ πρῶτος Ἀμερικανὸς ὁ ὁποῖος διορίζεται μόνιμος διευθυντὴς αὐτῆς. Κατὰ τὴν περιοδείαν ἡ ὀρχήστρα θὰ ἐπισκεφθῇ ἐπίσης τὴν Τουρκίαν καὶ τὴν Γιουγκοσλαβίαν, ἐκεῖθεν δὲ θὰ μεταβῇ εἰς τὴν Σοβιετικὴν Ἕνωσιν, ὅπου θὰ δώσῃ σειρὰν συναυλιῶν. Ὁ ἀρχιμουσικὸς ἐδήλωσεν ὅτι ἐνθουσιάσθη ἀπὸ τὴν ὑποδοχὴν τοῦ ἀθηναϊκοῦ κοινοῦ. <box>409 672 534 973</box>
orchestra-photo <box>542 315 960 606</box>
greetings-letter: Χ <box>96 813 106 827</box>
article-text: Οἱ δύο νέοι ὡμολόγησαν ὅτι ἐφοβοῦντο τὴν κατακραυγὴν τῶν συγχωριανῶν των. Ἡ λεχὼ μετεφέρθη εἰς τὸ νοσοκομεῖον τοῦ Βόλου ὅπου νοσηλεύεται ὑπὸ φρούρησιν. Ἡ δικογραφία διεβιβάσθη εἰς τὸν ἀνακριτήν. <box>595 1413 773 1497</box>
greetings-letter: Μ <box>94 518 108 532</box>
column-rule <box>401 27 402 2311</box>
plion-headline: ΔΥΟ ΠΡΩΤΕΞΑΔΕΛΦΟΙ ΕΡΑΣΤΑΙ ΕΘΑΨΑΝ ΕΙΣ ΚΡΥΠΤΗΝ ΕΚ ΛΙΘΩΝ ΤΟΝ ΚΑΡΠΟΝ ΤΩΝ ΣΧΕΣΕΩΝ ΤΩΝ <box>416 1153 766 1227</box>
brief-headline: ΕΛΛΗΝΙΣ ΘΑ ΣΧΕΔΙΑΣΗ ΤΑ ΚΟΣΤΟΥΜΙΑ ΘΕΑΤΡΙΚΟΥ ΕΡΓΟΥ ΕΙΣ ΤΟ ΜΠΡΟΝΤΓΟΥΑΙΗ <box>196 312 388 356</box>
lead-intro: Ὁ Μπερνστάιν ἔδωσε συνέντευξιν εἰς τὰς «Ἀθήνας».— Εἶναι ξετρελλαμένος μὲ τὰ λαϊκὰ ἑλληνικὰ τραγούδια καὶ μὲ τὸ μπουζούκι.— Ἡ γνώμη του διὰ τὴν συμφωνικὴν μουσικήν.— Ὁ τεχνικὸς πολιτισμὸς ἔφερε τὸν κόσμον πλησίον τῆς μουσικῆς.— Τόμας Σίππερς, ὁ δεύτερος διάσημος ἀρχιμουσικός.— Εἶναι ἡλικίας 29 ἐτῶν.— Πρὸ δεκαετίας ἦτο ἀρχιμουσικὸς εἰς τὴν «Μητρόπολιταν» <box>409 219 960 311</box>
